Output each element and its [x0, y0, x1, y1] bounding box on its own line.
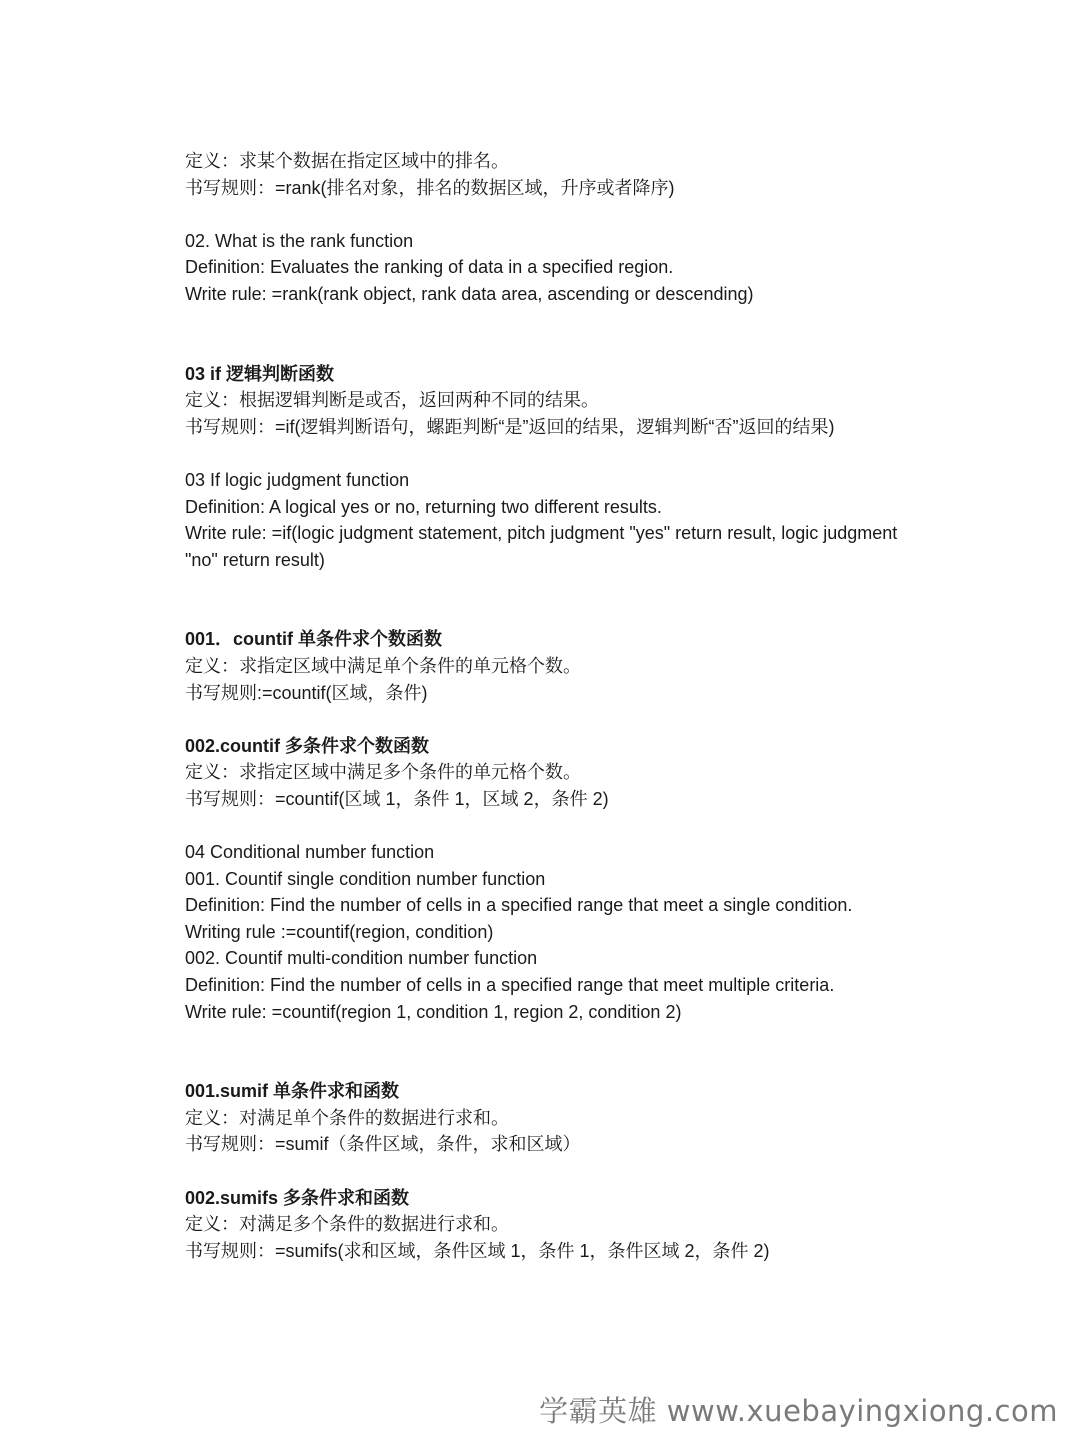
countif-cn-heading: 001．countif 单条件求个数函数 — [185, 629, 443, 650]
countifs-cn-definition: 定义：求指定区域中满足多个条件的单元格个数。 — [185, 762, 581, 783]
document-page — [185, 148, 915, 1264]
countif-en-multi-definition: Definition: Find the number of cells in a specified range that meet multiple criteria. — [185, 975, 835, 996]
countif-en-single-definition: Definition: Find the number of cells in a specified range that meet a single condition. — [185, 895, 853, 916]
rank-cn-definition: 定义：求某个数据在指定区域中的排名。 — [185, 151, 509, 171]
rank-en-definition: Definition: Evaluates the ranking of data in a specified region. — [185, 257, 674, 278]
if-cn-heading: 03 if 逻辑判断函数 — [185, 363, 335, 384]
countif-cn-rule: 书写规则:=countif(区域，条件) — [185, 682, 428, 703]
countif-en-single-title: 001. Countif single condition number function — [185, 868, 546, 889]
countifs-cn-rule: 书写规则：=countif(区域 1，条件 1，区域 2，条件 2) — [185, 788, 609, 809]
sumif-cn-definition: 定义：对满足单个条件的数据进行求和。 — [185, 1107, 509, 1128]
countifs-cn-heading: 002.countif 多条件求个数函数 — [185, 735, 430, 756]
sumifs-cn-rule: 书写规则：=sumifs(求和区域，条件区域 1，条件 1，条件区域 2，条件 2) — [185, 1240, 770, 1261]
countif-en-single-rule: Writing rule :=countif(region, condition) — [185, 921, 494, 942]
if-en-rule: Write rule: =if(logic judgment statement, pitch judgment "yes" return result, logic judgment "no" return result) — [185, 523, 898, 570]
sumifs-cn-definition: 定义：对满足多个条件的数据进行求和。 — [185, 1214, 509, 1235]
rank-en-rule: Write rule: =rank(rank object, rank data area, ascending or descending) — [185, 283, 754, 304]
countif-en-multi-rule: Write rule: =countif(region 1, condition 1, region 2, condition 2) — [185, 1001, 682, 1022]
if-en-definition: Definition: A logical yes or no, returning two different results. — [185, 496, 662, 517]
rank-cn-rule: 书写规则：=rank(排名对象，排名的数据区域，升序或者降序) — [185, 177, 675, 198]
site-watermark: 学霸英雄 www.xuebayingxiong.com — [539, 1394, 1058, 1428]
sumifs-cn-heading: 002.sumifs 多条件求和函数 — [185, 1187, 410, 1208]
countif-cn-definition: 定义：求指定区域中满足单个条件的单元格个数。 — [185, 655, 581, 676]
if-en-title: 03 If logic judgment function — [185, 469, 410, 490]
countif-en-multi-title: 002. Countif multi-condition number function — [185, 948, 538, 969]
rank-en-title: 02. What is the rank function — [185, 230, 414, 251]
sumif-cn-rule: 书写规则：=sumif（条件区域，条件，求和区域） — [185, 1134, 581, 1155]
if-cn-definition: 定义：根据逻辑判断是或否，返回两种不同的结果。 — [185, 390, 599, 411]
sumif-cn-heading: 001.sumif 单条件求和函数 — [185, 1081, 400, 1102]
if-cn-rule: 书写规则：=if(逻辑判断语句，螺距判断“是”返回的结果，逻辑判断“否”返回的结果) — [185, 416, 835, 437]
countif-en-title: 04 Conditional number function — [185, 842, 435, 863]
